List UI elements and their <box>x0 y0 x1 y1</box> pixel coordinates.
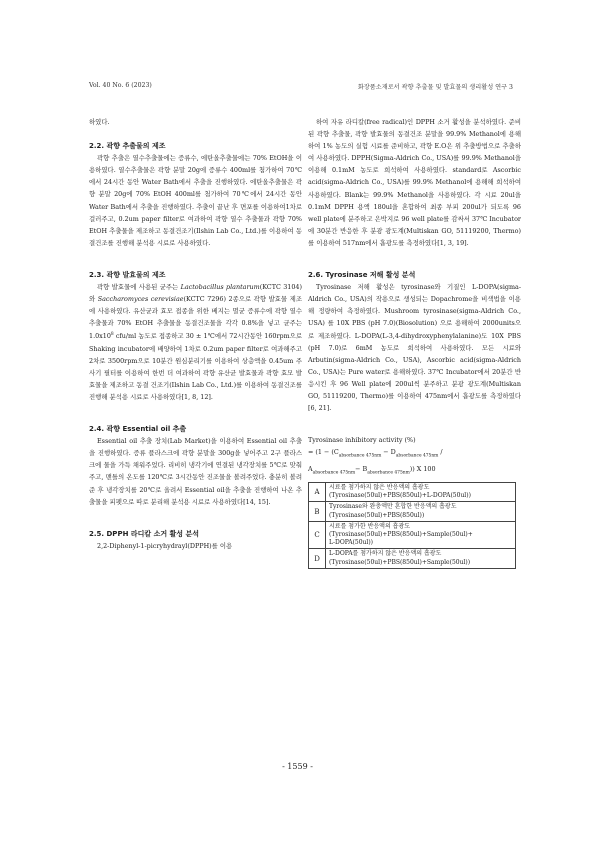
section-body-2-5-cont: 하여 자유 라디칼(free radical)인 DPPH 소거 활성을 분석하였다. 준비된 곽향 추출물, 곽향 발효물의 동결건조 분말을 99.9% Methanol에 용해하여 1% 농도의 실험 시료를 준비하고, 곽향 E.O은 위 추출방법으로 추출하여 사용하였다. DPPH(Sigma-Aldrich Co., USA)를 99.9% Methanol을 이용해 0.1mM 농도로 희석하여 사용하였다. standard로 Ascorbic acid(sigma-Aldrich Co., USA)를 99.9% Methanol에 용해해 희석하여 사용하였다. Blank는 99.9% Methanol을 사용하였다. 각 시료 20ul을 0.1mM DPPH 용액 180ul을 혼합하여 최종 부피 200ul가 되도록 96 well plate에 분주하고 은박지로 96 well plate를 감싸서 37℃ Incubator에 30분간 반응한 후 분광 광도계(Multiskan GO, 51119200, Thermo)를 이용하여 517nm에서 흡광도를 측정하였다[1, 3, 19]. <box>308 118 521 247</box>
table-cell: L-DOPA를 첨가하지 않은 반응액의 흡광도 (Tyrosinase(50ul)+PBS(850ul)+Sample(50ul)) <box>326 549 516 568</box>
table-cell: 시료를 첨가한 반응액의 흡광도 (Tyrosinase(50ul)+PBS(850ul)+Sample(50ul)+ L-DOPA(50ul)) <box>326 521 516 549</box>
species-name: Lactobacillus plantarum <box>180 283 260 292</box>
table-row <box>309 483 516 502</box>
table-key: A <box>309 483 326 502</box>
formula-title: Tyrosinase inhibitory activity (%) <box>308 436 416 445</box>
table-key: B <box>309 502 326 521</box>
left-column <box>89 116 302 552</box>
table-key: D <box>309 549 326 568</box>
table-row <box>309 549 516 568</box>
section-heading-2-6: 2.6. Tyrosinase 저해 활성 분석 <box>308 271 416 280</box>
formula-line-1: = ($1 - (C_{absorbance 475nm} - D_{absorbance 475nm}$ / <box>308 448 443 459</box>
section-body-2-2: 곽향 추출은 열수추출물에는 증류수, 에탄올추출물에는 70% EtOH을 이용하였다. 열수추출물은 곽향 분말 20g에 증류수 400ml를 첨가하여 70℃에서 24시간 동안 Water Bath에서 추출을 진행하였다. 에탄올추출물은 곽향 분말 20g에 70% EtOH 400ml를 첨가하여 70℃에서 24시간 동안 Water Bath에서 추출을 진행하였다. 추출이 끝난 후 면포를 이용하여1차로 걸러주고, 0.2um paper filter로 여과하여 곽향 열수 추출물과 곽향 70% EtOH 추출물을 제조하고 동결건조기(Ilshin Lab Co., Ltd.)를 이용하여 동결건조를 진행해 분석용 시료로 사용하였다. <box>89 154 302 247</box>
section-heading-2-2: 2.2. 곽향 추출물의 제조 <box>89 142 166 151</box>
running-header-volume: Vol. 40 No. 6 (2023) <box>89 82 152 89</box>
table-row <box>309 502 516 521</box>
section-body-2-5: 2,2-Diphenyl-1-picryhydrayl(DPPH)를 이용 <box>97 541 233 550</box>
section-body-2-3: 곽향 발효물에 사용된 균주는 Lactobacillus plantarum(KCTC 3104)와 Saccharomyces cerevisiae(KCTC 7296) 2종으로 곽향 발효물 제조에 사용하였다. 유산균과 효모 접종을 위한 베지는 멸균 증류수에 곽향 열수추출물과 70% EtOH 추출물을 동결건조물을 각각 0.8%을 넣고 균주는 $1.0x10^8$ cfu/ml 농도로 접종하고 30 ± 1℃에서 72시간동안 160rpm으로 Shaking incubator에 배양하여 1차로 0.2um paper filter로 여과해주고 2차로 3500rpm으로 10분간 원심분리기를 이용하여 상층액을 0.45um 주사기 필터를 이용하여 한번 더 여과하여 곽향 유산균 발효물과 곽향 효모 발효물을 제조하고 동결 건조기(Ilshin Lab Co., Ltd.)를 이용하여 동결건조를 진행해 분석용 시료로 사용하였다[1, 8, 12]. <box>89 283 302 401</box>
continued-text: 하였다. <box>89 118 110 126</box>
section-heading-2-3: 2.3. 곽향 발효물의 제조 <box>89 270 166 279</box>
section-body-2-4: Essential oil 추출 장치(Lab Market)을 이용하여 Essential oil 추출을 진행하였다. 증류 플라스크에 곽향 분말을 300g을 넣어주고 2구 플라스크에 물을 가득 채워주었다. 리비히 냉각기에 연결된 냉각장치를 5℃로 맞춰주고, 맨틀의 온도를 120℃로 3시간동안 진조물을 볼려주었다. 충분히 볼려준 후 냉각장치를 20℃로 올려서 Essential oil을 추출을 진행하여 나온 추출물을 피펫으로 따로 분리해 분석용 시료로 사용하였다[14, 15]. <box>89 437 302 506</box>
page-number: - 1559 - <box>282 762 313 771</box>
table-cell: Tyrosinase와 완충액만 혼합한 반응액의 흡광도 (Tyrosinase(50ul)+PBS(850ul)) <box>326 502 516 521</box>
running-header-title: 화장품소재로서 곽향 추출물 및 발효물의 생리활성 연구 3 <box>357 84 513 91</box>
formula-line-2: $A_{absorbance 475nm}- B_{absorbance 475nm}$)) X 100 <box>308 464 436 475</box>
table-row <box>309 521 516 549</box>
section-body-2-6: Tyrosinase 저해 활성은 tyrosinase와 기질인 L-DOPA(sigma-Aldrich Co., USA)의 작용으로 생성되는 Dopachrome을 비색법을 이용해 정량하여 측정하였다. Mushroom tyrosinase(sigma-Aldrich Co., USA) 를 10X PBS (pH 7.0)(Biosolution) 으로 용해하여 2000units으로 제조하였다. L-DOPA(L-3,4-dihydroxyphenylalanine)도 10X PBS (pH 7.0)로 6mM 농도로 희석하여 사용하였다. 모든 시료와 Arbutin(sigma-Aldrich Co., USA), Ascorbic acid(sigma-Aldrich Co., USA)는 Pure water로 용해하였다. 37℃ Incubator에서 20분간 반응시킨 후 96 Well plate에 200ul씩 분주하고 분광 광도계(Multiskan GO, 51119200, Thermo)를 이용하여 475nm에서 흡광도를 측정하였다[6, 21]. <box>308 283 521 413</box>
table-cell: 시료를 첨가하지 않은 반응액의 흡광도 (Tyrosinase(50ul)+PBS(850ul)+L-DOPA(50ul)) <box>326 483 516 502</box>
formula-legend-table <box>308 482 516 569</box>
section-heading-2-5: 2.5. DPPH 라디칼 소거 활성 분석 <box>89 529 200 538</box>
species-name: Saccharomyces cerevisiae <box>97 295 184 304</box>
section-heading-2-4: 2.4. 곽향 Essential oil 추출 <box>89 425 187 434</box>
right-column <box>308 116 521 569</box>
table-key: C <box>309 521 326 549</box>
